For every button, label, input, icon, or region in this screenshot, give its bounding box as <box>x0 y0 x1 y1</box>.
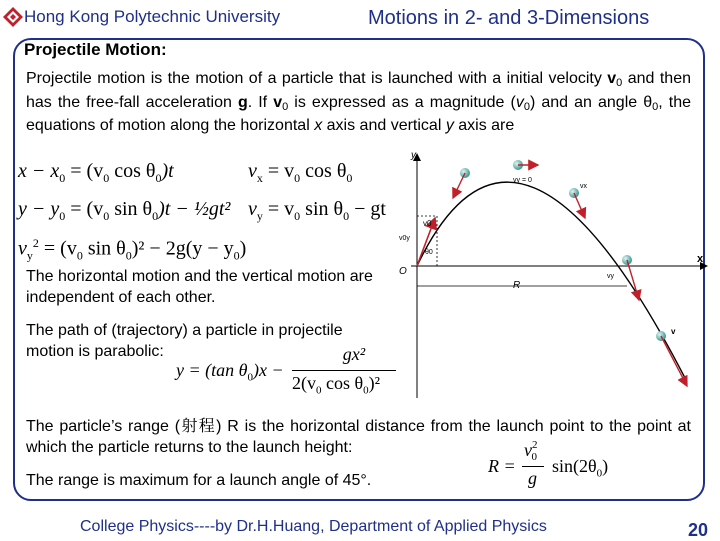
intro-part-3: . If <box>247 93 274 111</box>
equation-y-displacement: $y - y_0 = (v_0$ $\sin \theta_0)t$ − ½gt² <box>18 198 231 223</box>
vy-zero-label: vy = 0 <box>513 177 532 184</box>
independence-paragraph: The horizontal motion and the vertical motion are independent of each other. <box>26 268 373 306</box>
section-heading: Projectile Motion: <box>24 40 167 59</box>
slide-title: Motions in 2- and 3-Dimensions <box>368 7 650 29</box>
theta0-label: θ0 <box>425 249 433 256</box>
intro-part-7: axis and vertical <box>322 117 446 134</box>
intro-part-2: and then has the free-fall acceleration <box>26 70 691 111</box>
subscript-zero-3: 0 <box>523 100 530 113</box>
velocity-symbol-2: v <box>273 93 283 111</box>
trajectory-paragraph: The path of (trajectory) a particle in projectile motion is parabolic: <box>26 322 343 360</box>
y-axis-word: y <box>445 117 454 134</box>
equation-vy-squared: $v_y^2 = (v_0$ $\sin \theta_0)^2 - 2g(y - y_0)$ <box>18 236 247 263</box>
x-axis-word: x <box>314 117 323 134</box>
university-logo <box>2 6 24 28</box>
intro-part-8: axis are <box>453 117 515 134</box>
vx-label: vx <box>580 183 587 190</box>
range-paragraph: The particle’s range (射程) R is the horizontal distance from the launch point to the point at which the particle returns to the launch height: <box>26 418 691 456</box>
intro-part-6: , the equations of motion along the horizontal <box>26 93 692 134</box>
intro-part-5: ) and an angle θ <box>529 93 653 111</box>
max-range-note: The range is maximum for a launch angle of 45°. <box>26 472 372 489</box>
range-label: R <box>513 280 521 291</box>
intro-paragraph <box>26 68 691 137</box>
equation-x-displacement: $x - x_0 = (v_0$ $\cos \theta_0)t$ <box>18 160 174 185</box>
subscript-zero-2: 0 <box>282 100 289 113</box>
v-label: v <box>671 327 676 336</box>
equation-vy: $v_y = v_0$ $\sin \theta_0$ − gt <box>248 198 386 223</box>
speed-symbol: v <box>515 93 524 111</box>
intro-part-1: Projectile motion is the motion of a particle that is launched with a initial velocity <box>26 70 608 87</box>
subscript-zero: 0 <box>616 77 623 89</box>
footer-credit: College Physics----by Dr.H.Huang, Department of Applied Physics <box>80 518 547 535</box>
y-axis-label: y <box>411 150 416 161</box>
intro-part-4: is expressed as a magnitude ( <box>288 93 516 111</box>
trajectory-curve <box>417 182 685 378</box>
v0y-label: v0y <box>399 235 410 242</box>
equation-vx: $v_x = v_0$ $\cos \theta_0$ <box>248 160 353 185</box>
page-number: 20 <box>688 520 709 540</box>
subscript-zero-4: 0 <box>652 100 659 113</box>
origin-label: O <box>399 266 407 277</box>
x-axis-label: x <box>697 253 704 265</box>
projectile-trajectory-diagram <box>395 148 710 398</box>
vy-label: vy <box>607 273 614 280</box>
gravity-symbol: g <box>237 93 248 111</box>
v0-label: v0 <box>423 219 432 228</box>
velocity-symbol: v <box>607 70 617 87</box>
university-name: Hong Kong Polytechnic University <box>24 7 281 26</box>
